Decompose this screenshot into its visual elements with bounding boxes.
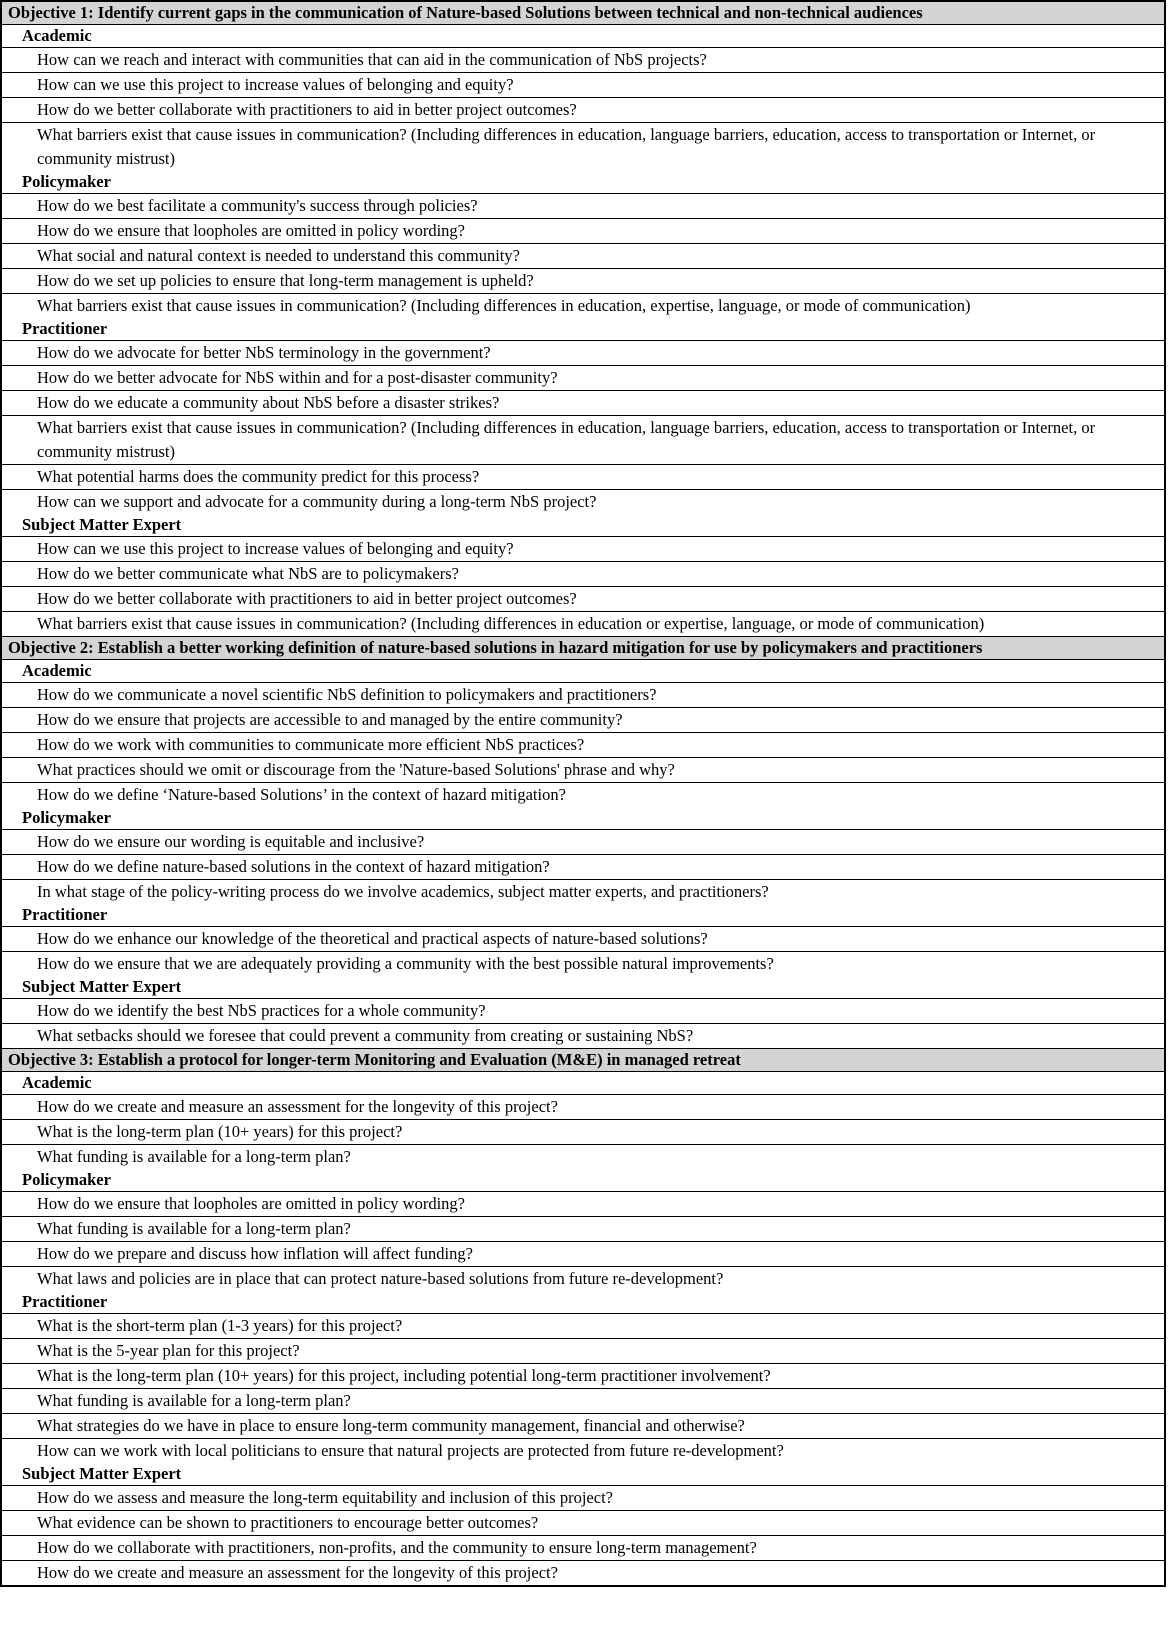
question-row: What barriers exist that cause issues in communication? (Including differences in education or expertise, language, or mode of communication) xyxy=(37,614,985,633)
question-row: How can we use this project to increase values of belonging and equity? xyxy=(2,73,1164,98)
question-row: How do we work with communities to communicate more efficient NbS practices? xyxy=(2,733,1164,758)
question-row: In what stage of the policy-writing process do we involve academics, subject matter experts, and practitioners? xyxy=(37,882,769,901)
objective-heading: Objective 3: Establish a protocol for longer-term Monitoring and Evaluation (M&E) in managed retreat xyxy=(2,1048,1164,1072)
question-row: What is the long-term plan (10+ years) for this project, including potential long-term practitioner involvement? xyxy=(2,1364,1164,1389)
question-row: What laws and policies are in place that can protect nature-based solutions from future re-development? xyxy=(37,1269,724,1288)
question-row: What barriers exist that cause issues in communication? (Including differences in education, language barriers, education, access to transportation or Internet, or community mistrust) xyxy=(2,416,1164,465)
question-row: How do we better advocate for NbS within and for a post-disaster community? xyxy=(2,366,1164,391)
stakeholder-group xyxy=(2,1072,1164,1169)
question-row: How do we ensure that we are adequately providing a community with the best possible natural improvements? xyxy=(37,954,774,973)
question-row: How can we use this project to increase values of belonging and equity? xyxy=(2,537,1164,562)
stakeholder-label: Policymaker xyxy=(2,1169,1164,1192)
question-row: How do we best facilitate a community's success through policies? xyxy=(2,194,1164,219)
question-row: How do we create and measure an assessment for the longevity of this project? xyxy=(37,1563,558,1582)
question-row: How do we better collaborate with practitioners to aid in better project outcomes? xyxy=(2,98,1164,123)
question-row: How do we ensure that loopholes are omitted in policy wording? xyxy=(2,219,1164,244)
question-row: How do we define nature-based solutions in the context of hazard mitigation? xyxy=(2,855,1164,880)
question-row: What setbacks should we foresee that could prevent a community from creating or sustaining NbS? xyxy=(37,1026,694,1045)
stakeholder-label: Academic xyxy=(2,1072,1164,1095)
question-row: How can we work with local politicians to ensure that natural projects are protected from future re-development? xyxy=(37,1441,784,1460)
question-row: What practices should we omit or discourage from the 'Nature-based Solutions' phrase and why? xyxy=(2,758,1164,783)
stakeholder-group xyxy=(2,904,1164,976)
stakeholder-group xyxy=(2,976,1164,1048)
question-row: How do we advocate for better NbS terminology in the government? xyxy=(2,341,1164,366)
question-row: How do we better collaborate with practitioners to aid in better project outcomes? xyxy=(2,587,1164,612)
question-row: How do we collaborate with practitioners, non-profits, and the community to ensure long-term management? xyxy=(2,1536,1164,1561)
stakeholder-group xyxy=(2,807,1164,904)
question-row: What funding is available for a long-term plan? xyxy=(37,1147,351,1166)
question-row: What barriers exist that cause issues in communication? (Including differences in education, language barriers, education, access to transportation or Internet, or community mistrust) xyxy=(37,125,1096,168)
question-row: What is the short-term plan (1-3 years) for this project? xyxy=(2,1314,1164,1339)
stakeholder-label: Policymaker xyxy=(2,807,1164,830)
question-row: How do we better communicate what NbS are to policymakers? xyxy=(2,562,1164,587)
stakeholder-group xyxy=(2,171,1164,318)
question-row: What evidence can be shown to practitioners to encourage better outcomes? xyxy=(2,1511,1164,1536)
stakeholder-group xyxy=(2,1463,1164,1585)
question-row: How do we create and measure an assessment for the longevity of this project? xyxy=(2,1095,1164,1120)
stakeholder-label: Practitioner xyxy=(2,904,1164,927)
stakeholder-group xyxy=(2,1291,1164,1463)
question-row: How do we enhance our knowledge of the theoretical and practical aspects of nature-based solutions? xyxy=(2,927,1164,952)
question-row: What funding is available for a long-term plan? xyxy=(2,1389,1164,1414)
question-row: How do we ensure our wording is equitable and inclusive? xyxy=(2,830,1164,855)
objective-heading: Objective 2: Establish a better working definition of nature-based solutions in hazard mitigation for use by policymakers and practitioners xyxy=(2,636,1164,660)
question-row: How do we ensure that projects are accessible to and managed by the entire community? xyxy=(2,708,1164,733)
stakeholder-label: Academic xyxy=(2,25,1164,48)
stakeholder-group xyxy=(2,1169,1164,1291)
stakeholder-group xyxy=(2,25,1164,171)
stakeholder-label: Subject Matter Expert xyxy=(2,514,1164,537)
question-row: How can we reach and interact with communities that can aid in the communication of NbS projects? xyxy=(2,48,1164,73)
question-row: How can we support and advocate for a community during a long-term NbS project? xyxy=(37,492,597,511)
stakeholder-label: Subject Matter Expert xyxy=(2,976,1164,999)
objective-block xyxy=(2,636,1164,1048)
question-row: How do we educate a community about NbS before a disaster strikes? xyxy=(2,391,1164,416)
question-row: How do we communicate a novel scientific NbS definition to policymakers and practitioners? xyxy=(2,683,1164,708)
question-row: What social and natural context is needed to understand this community? xyxy=(2,244,1164,269)
stakeholder-label: Policymaker xyxy=(2,171,1164,194)
question-row: What is the 5-year plan for this project? xyxy=(2,1339,1164,1364)
stakeholder-label: Subject Matter Expert xyxy=(2,1463,1164,1486)
question-row: What is the long-term plan (10+ years) for this project? xyxy=(2,1120,1164,1145)
objective-heading: Objective 1: Identify current gaps in the communication of Nature-based Solutions between technical and non-technical audiences xyxy=(2,2,1164,25)
question-row: How do we identify the best NbS practices for a whole community? xyxy=(2,999,1164,1024)
question-row: How do we define ‘Nature-based Solutions’ in the context of hazard mitigation? xyxy=(37,785,566,804)
stakeholder-label: Academic xyxy=(2,660,1164,683)
objective-block xyxy=(2,2,1164,636)
stakeholder-group xyxy=(2,318,1164,514)
question-row: How do we assess and measure the long-term equitability and inclusion of this project? xyxy=(2,1486,1164,1511)
stakeholder-label: Practitioner xyxy=(2,318,1164,341)
objective-block xyxy=(2,1048,1164,1585)
question-row: How do we prepare and discuss how inflation will affect funding? xyxy=(2,1242,1164,1267)
stakeholder-group xyxy=(2,514,1164,636)
stakeholder-group xyxy=(2,660,1164,807)
stakeholder-label: Practitioner xyxy=(2,1291,1164,1314)
question-row: How do we ensure that loopholes are omitted in policy wording? xyxy=(2,1192,1164,1217)
question-row: What funding is available for a long-term plan? xyxy=(2,1217,1164,1242)
question-row: What potential harms does the community predict for this process? xyxy=(2,465,1164,490)
question-row: What strategies do we have in place to ensure long-term community management, financial and otherwise? xyxy=(2,1414,1164,1439)
question-row: What barriers exist that cause issues in communication? (Including differences in education, expertise, language, or mode of communication) xyxy=(37,296,971,315)
question-row: How do we set up policies to ensure that long-term management is upheld? xyxy=(2,269,1164,294)
